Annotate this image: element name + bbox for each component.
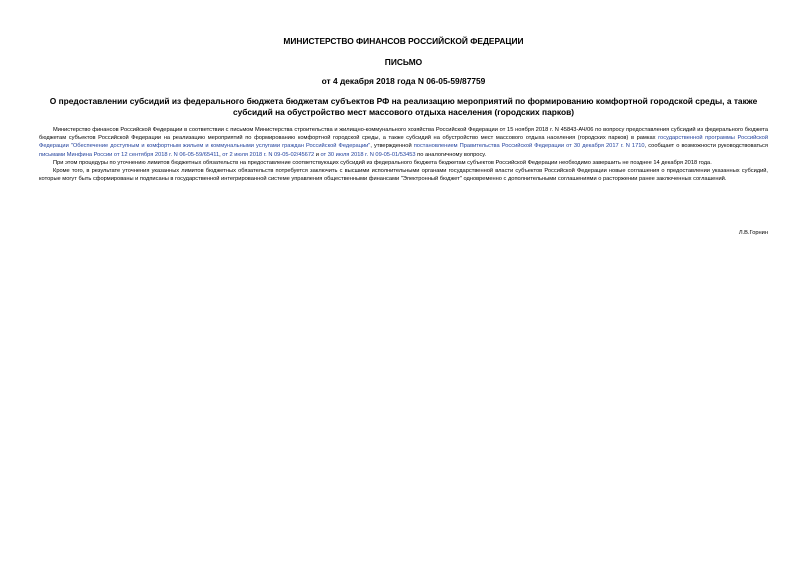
link-minfin-letter-3[interactable]: от 30 июля 2018 г. N 09-05-01/53453 <box>320 151 416 158</box>
paragraph-1-text-3: , сообщает о возможности руководствоваться <box>644 143 768 150</box>
paragraph-1-text-6: по аналогичному вопросу. <box>415 151 487 158</box>
paragraph-1-text-2: , утвержденной <box>370 143 414 150</box>
paragraph-1-text-1: Министерство финансов Российской Федерации в соответствии с письмом Министерства строительства и жилищно-коммунального хозяйства Российской Федерации от 15 ноября 2018 г. N 45843-АЧ/06 по вопросу предоставления субсидий из федерального бюджета бюджетам субъектов Российской Федерации на реализацию мероприятий по формированию комфортной городской среды, а также субсидий на обустройство мест массового отдыха населения (городских парков) в рамках <box>39 127 768 142</box>
ministry-title: МИНИСТЕРСТВО ФИНАНСОВ РОССИЙСКОЙ ФЕДЕРАЦИИ <box>283 36 524 46</box>
paragraph-1 <box>39 126 768 159</box>
paragraph-3: Кроме того, в результате уточнения указанных лимитов бюджетных обязательств потребуется заключить с высшими исполнительными органами государственной власти субъектов Российской Федерации новые соглашения о предоставлении указанных субсидий, которые могут быть сформированы и подписаны в государственной интегрированной системе управления общественными финансами "Электронный бюджет" одновременно с дополнительными соглашениями о расторжении ранее заключенных соглашений. <box>39 168 768 183</box>
link-minfin-letter-2[interactable]: от 2 июля 2018 г. N 09-05-02/45672 <box>222 151 315 158</box>
link-minfin-letter-1[interactable]: письмами Минфина России от 12 сентября 2018 г. N 06-05-59/65411 <box>39 151 220 158</box>
link-state-program[interactable]: государственной программы Российской Федерации "Обеспечение доступным и комфортным жильем и коммунальными услугами граждан Российской Федерации" <box>39 135 768 150</box>
document-type: ПИСЬМО <box>384 57 423 67</box>
document-subject: О предоставлении субсидий из федерального бюджета бюджетам субъектов РФ на реализацию мероприятий по формированию комфортной городской среды, а также субсидий на обустройство мест массового отдыха населения (городских парков) <box>49 96 758 117</box>
document-date-number: от 4 декабря 2018 года N 06-05-59/87759 <box>321 76 486 86</box>
paragraph-1-text-5: и <box>314 151 321 158</box>
paragraph-1-text-4: , <box>219 151 223 158</box>
document-body <box>39 126 768 183</box>
link-government-decree[interactable]: постановлением Правительства Российской Федерации от 30 декабря 2017 г. N 1710 <box>413 143 645 150</box>
paragraph-2: При этом процедуры по уточнению лимитов бюджетных обязательств на предоставление соответствующих субсидий из федерального бюджета бюджетам субъектов Российской Федерации необходимо завершить не позднее 14 декабря 2018 года. <box>53 159 712 166</box>
signature: Л.В.Горнин <box>738 230 768 236</box>
